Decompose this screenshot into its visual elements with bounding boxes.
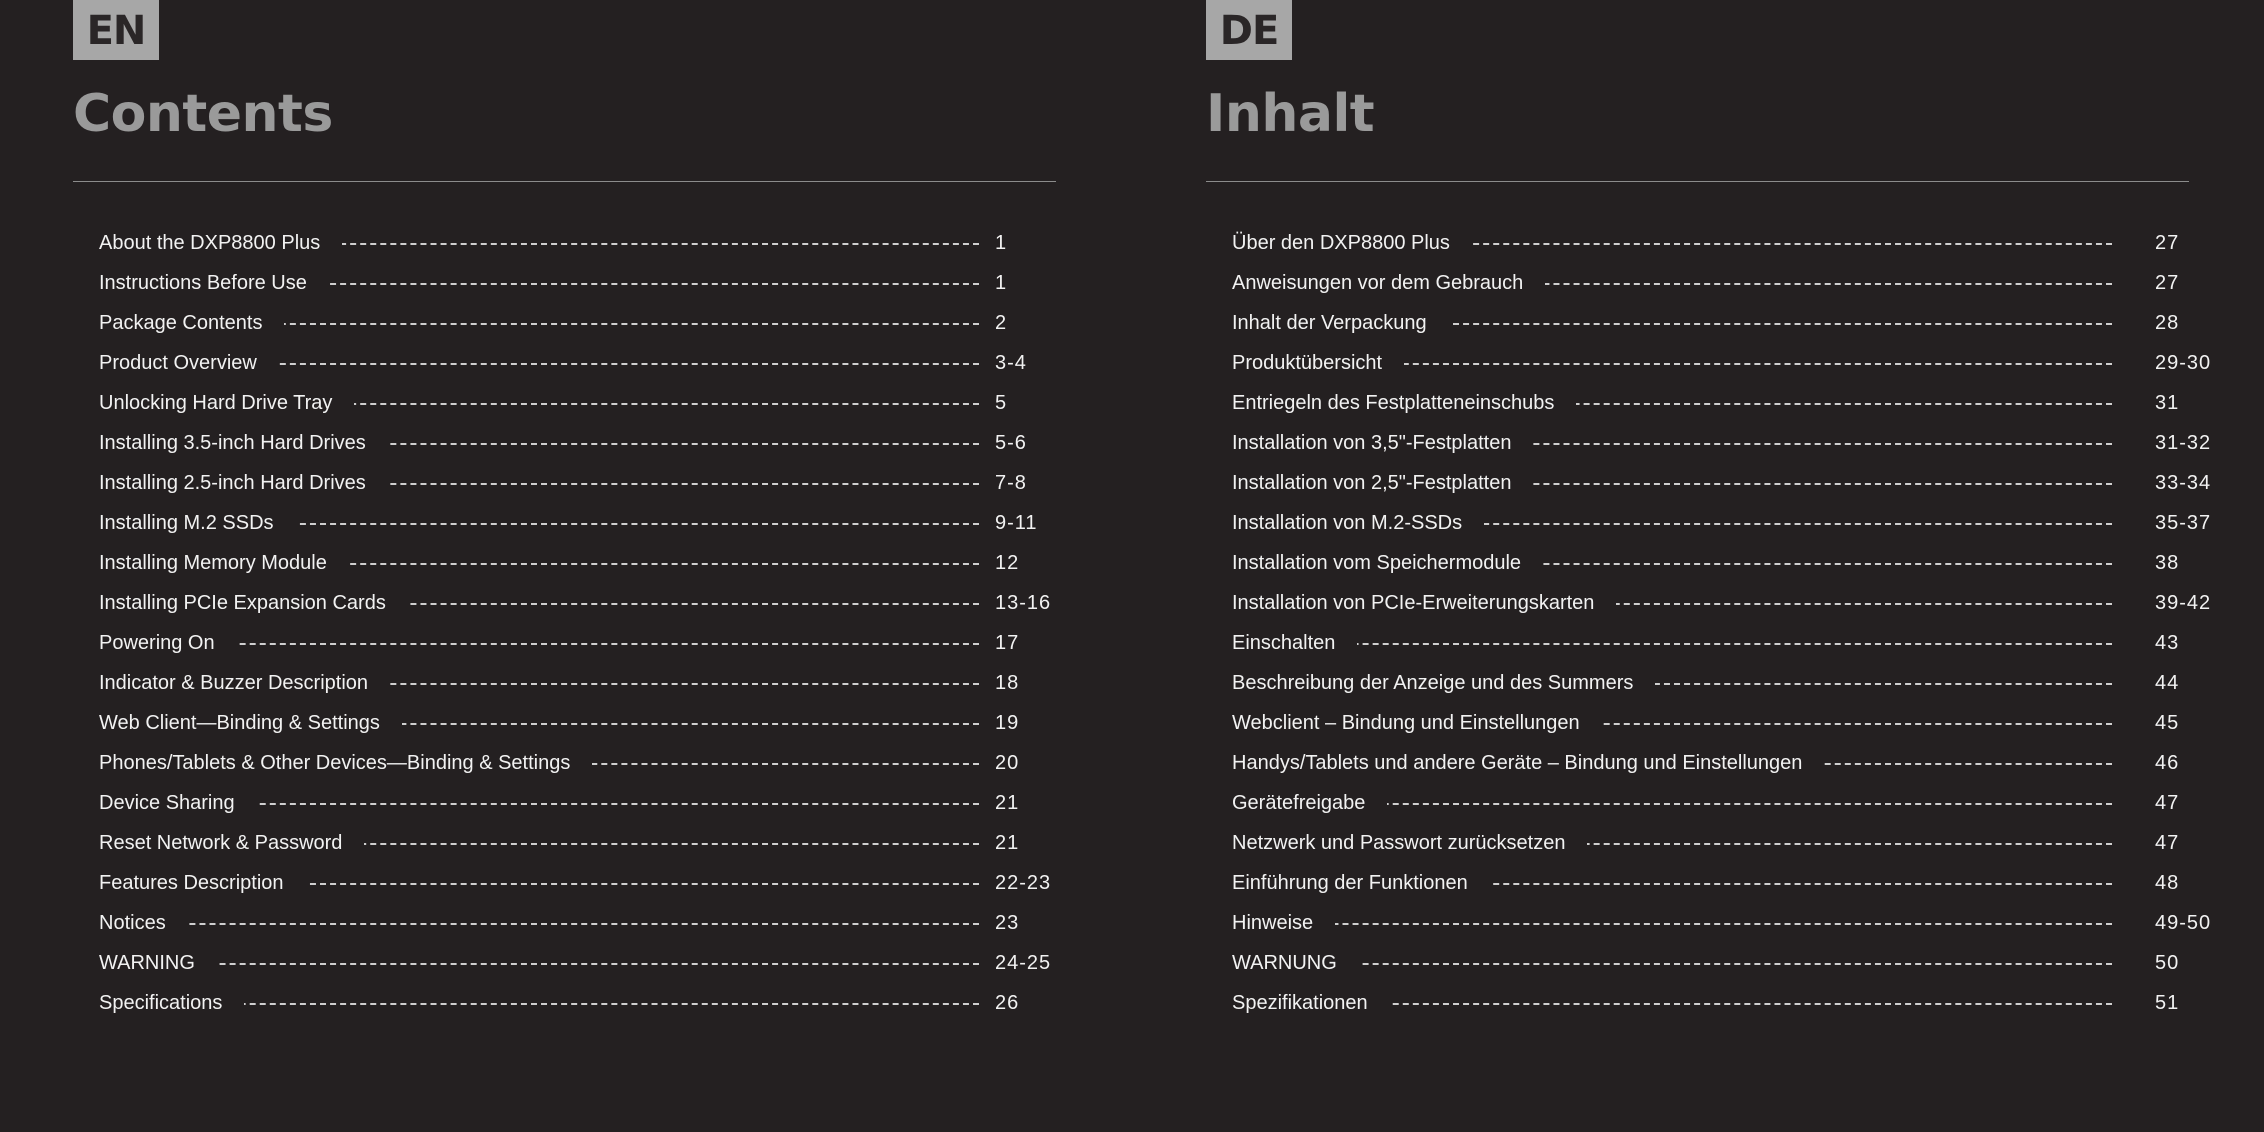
toc-entry-title: Anweisungen vor dem Gebrauch <box>1232 271 1545 295</box>
toc-entry-page: 27 <box>2155 272 2180 294</box>
dotted-leader <box>1232 643 2112 645</box>
toc-entry-title: Produktübersicht <box>1232 351 1404 375</box>
dotted-leader <box>99 963 979 965</box>
toc-entry-title: Entriegeln des Festplatteneinschubs <box>1232 391 1576 415</box>
toc-entry-page: 31-32 <box>2155 432 2212 454</box>
toc-entry-page: 33-34 <box>2155 472 2212 494</box>
toc-entry-title: Installing 2.5-inch Hard Drives <box>99 471 388 495</box>
toc-entry[interactable] <box>99 583 1056 623</box>
toc-entry-title: Indicator & Buzzer Description <box>99 671 390 695</box>
toc-entry[interactable] <box>99 423 1056 463</box>
toc-entry[interactable] <box>1232 543 2189 583</box>
toc-entry-title: Webclient – Bindung und Einstellungen <box>1232 711 1602 735</box>
toc-entry[interactable] <box>1232 943 2189 983</box>
toc-entry-title: Installation von PCIe-Erweiterungskarten <box>1232 591 1616 615</box>
toc-entry-page: 43 <box>2155 632 2180 654</box>
toc-entry[interactable] <box>1232 583 2212 623</box>
toc-entry-title: Spezifikationen <box>1232 991 1390 1015</box>
toc-entry-title: Beschreibung der Anzeige und des Summers <box>1232 671 1655 695</box>
toc-entry-page: 28 <box>2155 312 2180 334</box>
toc-entry[interactable] <box>99 263 1056 303</box>
toc-entry[interactable] <box>99 623 1056 663</box>
toc-entry[interactable] <box>1232 263 2189 303</box>
toc-entry-page: 24-25 <box>995 952 1052 974</box>
toc-entry-page: 17 <box>995 632 1020 654</box>
toc-entry-title: Über den DXP8800 Plus <box>1232 231 1472 255</box>
toc-entry-page: 48 <box>2155 872 2180 894</box>
toc-entry-page: 21 <box>995 792 1020 814</box>
dotted-leader <box>1232 923 2112 925</box>
toc-column-de <box>1206 0 2212 1132</box>
toc-column-en <box>73 0 1056 1132</box>
toc-entry-page: 19 <box>995 712 1020 734</box>
toc-entry-page: 18 <box>995 672 1020 694</box>
toc-entry[interactable] <box>1232 743 2189 783</box>
contents-title: Contents <box>73 84 333 144</box>
toc-entry-page: 1 <box>995 232 1008 254</box>
toc-list-de <box>1232 223 2212 1023</box>
toc-entry[interactable] <box>1232 503 2212 543</box>
toc-entry-title: Einschalten <box>1232 631 1357 655</box>
toc-entry-title: Package Contents <box>99 311 284 335</box>
toc-entry-title: Hinweise <box>1232 911 1335 935</box>
inhalt-title: Inhalt <box>1206 84 1375 144</box>
toc-entry[interactable] <box>1232 863 2189 903</box>
toc-entry-page: 3-4 <box>995 352 1027 374</box>
toc-entry-page: 29-30 <box>2155 352 2212 374</box>
title-divider <box>73 181 1056 182</box>
toc-entry-title: Notices <box>99 911 188 935</box>
toc-entry[interactable] <box>1232 383 2189 423</box>
toc-entry-page: 12 <box>995 552 1020 574</box>
toc-entry-page: 50 <box>2155 952 2180 974</box>
toc-entry-page: 47 <box>2155 792 2180 814</box>
toc-entry-title: Installation von M.2-SSDs <box>1232 511 1484 535</box>
toc-list-en <box>99 223 1056 1023</box>
toc-entry[interactable] <box>99 943 1056 983</box>
toc-entry-page: 35-37 <box>2155 512 2212 534</box>
toc-entry-page: 13-16 <box>995 592 1052 614</box>
toc-entry[interactable] <box>1232 463 2212 503</box>
toc-entry-title: WARNUNG <box>1232 951 1359 975</box>
toc-entry-title: Specifications <box>99 991 244 1015</box>
toc-entry-title: Device Sharing <box>99 791 257 815</box>
toc-entry-title: Handys/Tablets und andere Geräte – Bindung und Einstellungen <box>1232 751 1824 775</box>
toc-entry-title: Installing M.2 SSDs <box>99 511 296 535</box>
toc-entry-title: WARNING <box>99 951 217 975</box>
toc-entry[interactable] <box>99 823 1056 863</box>
dotted-leader <box>99 923 979 925</box>
toc-entry[interactable] <box>1232 423 2212 463</box>
toc-entry-title: Einführung der Funktionen <box>1232 871 1490 895</box>
toc-entry-page: 49-50 <box>2155 912 2212 934</box>
toc-entry-title: Unlocking Hard Drive Tray <box>99 391 354 415</box>
toc-entry-page: 44 <box>2155 672 2180 694</box>
toc-entry[interactable] <box>99 703 1056 743</box>
toc-entry-page: 39-42 <box>2155 592 2212 614</box>
toc-entry[interactable] <box>1232 703 2189 743</box>
toc-entry-page: 5 <box>995 392 1008 414</box>
toc-entry-title: Web Client—Binding & Settings <box>99 711 402 735</box>
toc-entry[interactable] <box>1232 903 2212 943</box>
toc-entry[interactable] <box>99 383 1056 423</box>
toc-entry-page: 46 <box>2155 752 2180 774</box>
toc-entry[interactable] <box>1232 303 2189 343</box>
title-divider <box>1206 181 2189 182</box>
toc-entry[interactable] <box>1232 983 2189 1023</box>
toc-entry-page: 26 <box>995 992 1020 1014</box>
toc-entry-title: Inhalt der Verpackung <box>1232 311 1449 335</box>
toc-entry-page: 51 <box>2155 992 2180 1014</box>
toc-entry[interactable] <box>1232 823 2189 863</box>
toc-entry-page: 9-11 <box>995 512 1038 534</box>
toc-entry-title: Installing 3.5-inch Hard Drives <box>99 431 388 455</box>
toc-entry[interactable] <box>99 863 1056 903</box>
toc-entry[interactable] <box>99 903 1056 943</box>
toc-entry[interactable] <box>99 743 1056 783</box>
toc-entry[interactable] <box>99 783 1056 823</box>
toc-entry[interactable] <box>99 303 1056 343</box>
toc-entry[interactable] <box>99 983 1056 1023</box>
toc-entry[interactable] <box>1232 663 2189 703</box>
toc-entry[interactable] <box>99 503 1056 543</box>
toc-entry-title: Installation vom Speichermodule <box>1232 551 1543 575</box>
toc-entry[interactable] <box>99 543 1056 583</box>
toc-entry-page: 1 <box>995 272 1008 294</box>
toc-entry-page: 47 <box>2155 832 2180 854</box>
toc-entry-title: Product Overview <box>99 351 279 375</box>
toc-entry-title: Features Description <box>99 871 306 895</box>
toc-entry-page: 45 <box>2155 712 2180 734</box>
toc-entry-title: Reset Network & Password <box>99 831 364 855</box>
toc-entry-title: Installing PCIe Expansion Cards <box>99 591 408 615</box>
toc-entry-title: Gerätefreigabe <box>1232 791 1387 815</box>
toc-entry-title: Instructions Before Use <box>99 271 329 295</box>
toc-entry-page: 2 <box>995 312 1008 334</box>
toc-entry-title: About the DXP8800 Plus <box>99 231 342 255</box>
toc-entry-page: 22-23 <box>995 872 1052 894</box>
toc-entry-title: Powering On <box>99 631 237 655</box>
toc-entry[interactable] <box>1232 343 2212 383</box>
language-badge-en: EN <box>73 0 159 60</box>
toc-entry-title: Installation von 3,5"-Festplatten <box>1232 431 1533 455</box>
toc-entry-page: 38 <box>2155 552 2180 574</box>
toc-entry-title: Netzwerk und Passwort zurücksetzen <box>1232 831 1587 855</box>
dotted-leader <box>1232 963 2112 965</box>
toc-entry-title: Phones/Tablets & Other Devices—Binding & Settings <box>99 751 592 775</box>
toc-entry[interactable] <box>99 663 1056 703</box>
toc-entry-page: 20 <box>995 752 1020 774</box>
toc-entry[interactable] <box>99 463 1056 503</box>
toc-entry-page: 31 <box>2155 392 2180 414</box>
toc-entry-page: 23 <box>995 912 1020 934</box>
toc-entry[interactable] <box>1232 783 2189 823</box>
toc-entry-title: Installation von 2,5"-Festplatten <box>1232 471 1533 495</box>
toc-entry[interactable] <box>99 223 1056 263</box>
toc-entry-title: Installing Memory Module <box>99 551 349 575</box>
toc-entry-page: 5-6 <box>995 432 1027 454</box>
toc-entry[interactable] <box>99 343 1056 383</box>
toc-entry[interactable] <box>1232 623 2189 663</box>
toc-entry[interactable] <box>1232 223 2189 263</box>
language-badge-de: DE <box>1206 0 1292 60</box>
toc-entry-page: 27 <box>2155 232 2180 254</box>
toc-entry-page: 21 <box>995 832 1020 854</box>
toc-entry-page: 7-8 <box>995 472 1027 494</box>
